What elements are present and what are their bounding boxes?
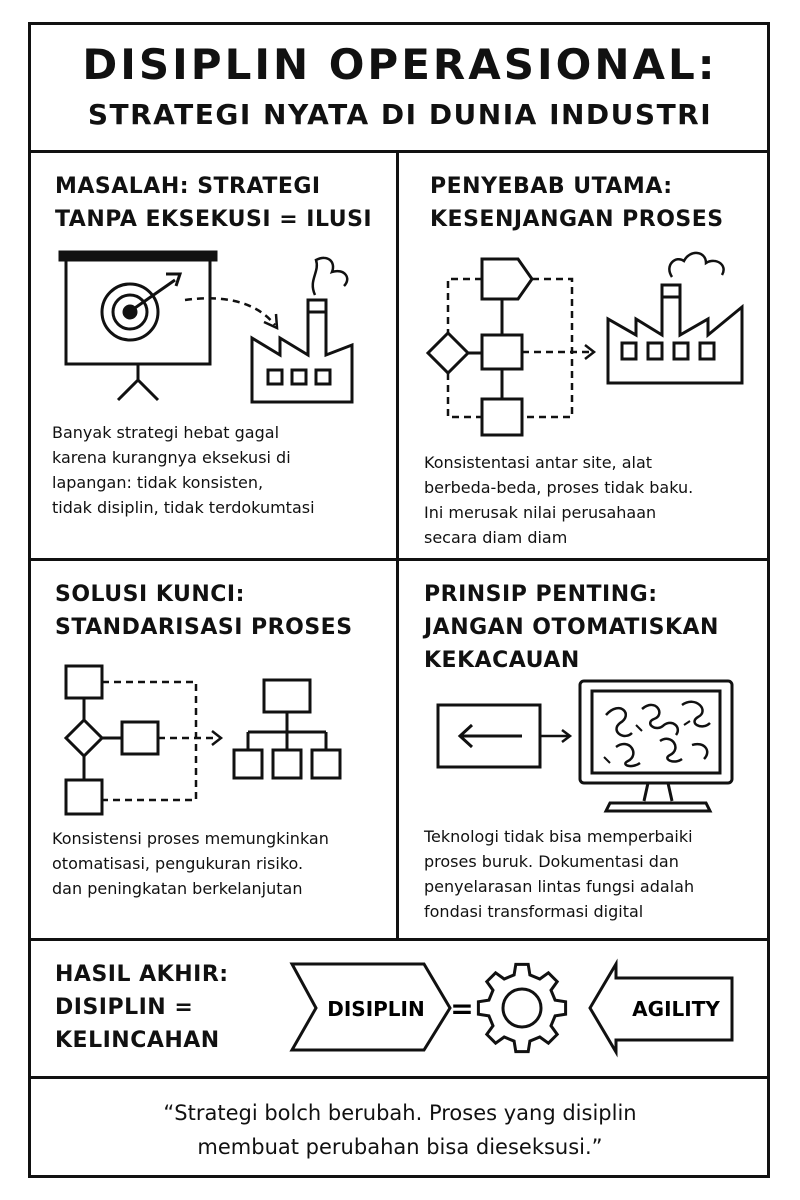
panel-penyebab-heading [430, 170, 724, 236]
heading-line: KELINCAHAN [55, 1028, 220, 1053]
heading-line: STANDARISASI PROSES [55, 615, 353, 640]
heading-line: SOLUSI KUNCI: [55, 582, 245, 607]
hierarchy-icon [234, 680, 340, 778]
panel-prinsip-illustration [420, 675, 750, 820]
panel-masalah-illustration [40, 240, 380, 410]
body-line: karena kurangnya eksekusi di [52, 448, 291, 467]
heading-line: KEKACAUAN [424, 648, 580, 673]
body-line: fondasi transformasi digital [424, 902, 644, 921]
body-line: proses buruk. Dokumentasi dan [424, 852, 679, 871]
body-line: Konsistensi proses memungkinkan [52, 829, 329, 848]
panel-solusi-illustration [50, 660, 370, 820]
hasil-heading [55, 958, 229, 1057]
divider-middle [28, 558, 770, 561]
heading-line: KESENJANGAN PROSES [430, 207, 724, 232]
page-title: DISIPLIN OPERASIONAL: [82, 40, 718, 89]
divider-vertical [396, 150, 399, 940]
monitor-chaos-icon [580, 681, 732, 811]
body-line: otomatisasi, pengukuran risiko. [52, 854, 304, 873]
disiplin-label: DISIPLIN [327, 997, 425, 1021]
agility-label: AGILITY [632, 997, 720, 1021]
panel-solusi-body [52, 826, 329, 901]
heading-line: PENYEBAB UTAMA: [430, 174, 673, 199]
heading-line: PRINSIP PENTING: [424, 582, 658, 607]
body-line: penyelarasan lintas fungsi adalah [424, 877, 695, 896]
gear-icon [478, 964, 565, 1051]
factory-icon [252, 258, 352, 402]
panel-solusi-heading [55, 578, 353, 644]
divider-bottom-panels [28, 938, 770, 941]
heading-line: DISIPLIN = [55, 995, 194, 1020]
body-line: secara diam diam [424, 528, 568, 547]
body-line: lapangan: tidak konsisten, [52, 473, 264, 492]
hasil-illustration [280, 950, 750, 1065]
arrow-head [212, 731, 221, 745]
panel-prinsip-body [424, 824, 694, 924]
body-line: dan peningkatan berkelanjutan [52, 879, 303, 898]
body-line: Banyak strategi hebat gagal [52, 423, 280, 442]
closing-quote [0, 1096, 800, 1164]
panel-penyebab-illustration [410, 245, 760, 445]
arrow-box-icon [438, 705, 570, 767]
panel-masalah-heading [55, 170, 372, 236]
heading-line: MASALAH: STRATEGI [55, 174, 321, 199]
heading-line: JANGAN OTOMATISKAN [424, 615, 719, 640]
body-line: tidak disiplin, tidak terdokumtasi [52, 498, 315, 517]
body-line: Konsistentasi antar site, alat [424, 453, 653, 472]
dashed-connectors [102, 682, 218, 800]
quote-line: “Strategi bolch berubah. Proses yang disiplin [163, 1101, 637, 1125]
body-line: berbeda-beda, proses tidak baku. [424, 478, 694, 497]
divider-title [28, 150, 770, 153]
factory-icon [608, 253, 742, 383]
heading-line: HASIL AKHIR: [55, 962, 229, 987]
equals-sign: = [450, 992, 474, 1025]
flowchart-icon [428, 259, 532, 435]
quote-line: membuat perubahan bisa dieseksusi.” [197, 1135, 603, 1159]
panel-masalah-body [52, 420, 315, 520]
panel-penyebab-body [424, 450, 693, 550]
flowchart-icon [66, 666, 158, 814]
panel-prinsip-heading [424, 578, 719, 677]
page-subtitle: STRATEGI NYATA DI DUNIA INDUSTRI [87, 98, 713, 131]
dashed-arrow [185, 298, 275, 325]
divider-quote [28, 1076, 770, 1079]
body-line: Ini merusak nilai perusahaan [424, 503, 657, 522]
heading-line: TANPA EKSEKUSI = ILUSI [55, 207, 373, 232]
body-line: Teknologi tidak bisa memperbaiki [424, 827, 693, 846]
target-icon [102, 274, 180, 340]
